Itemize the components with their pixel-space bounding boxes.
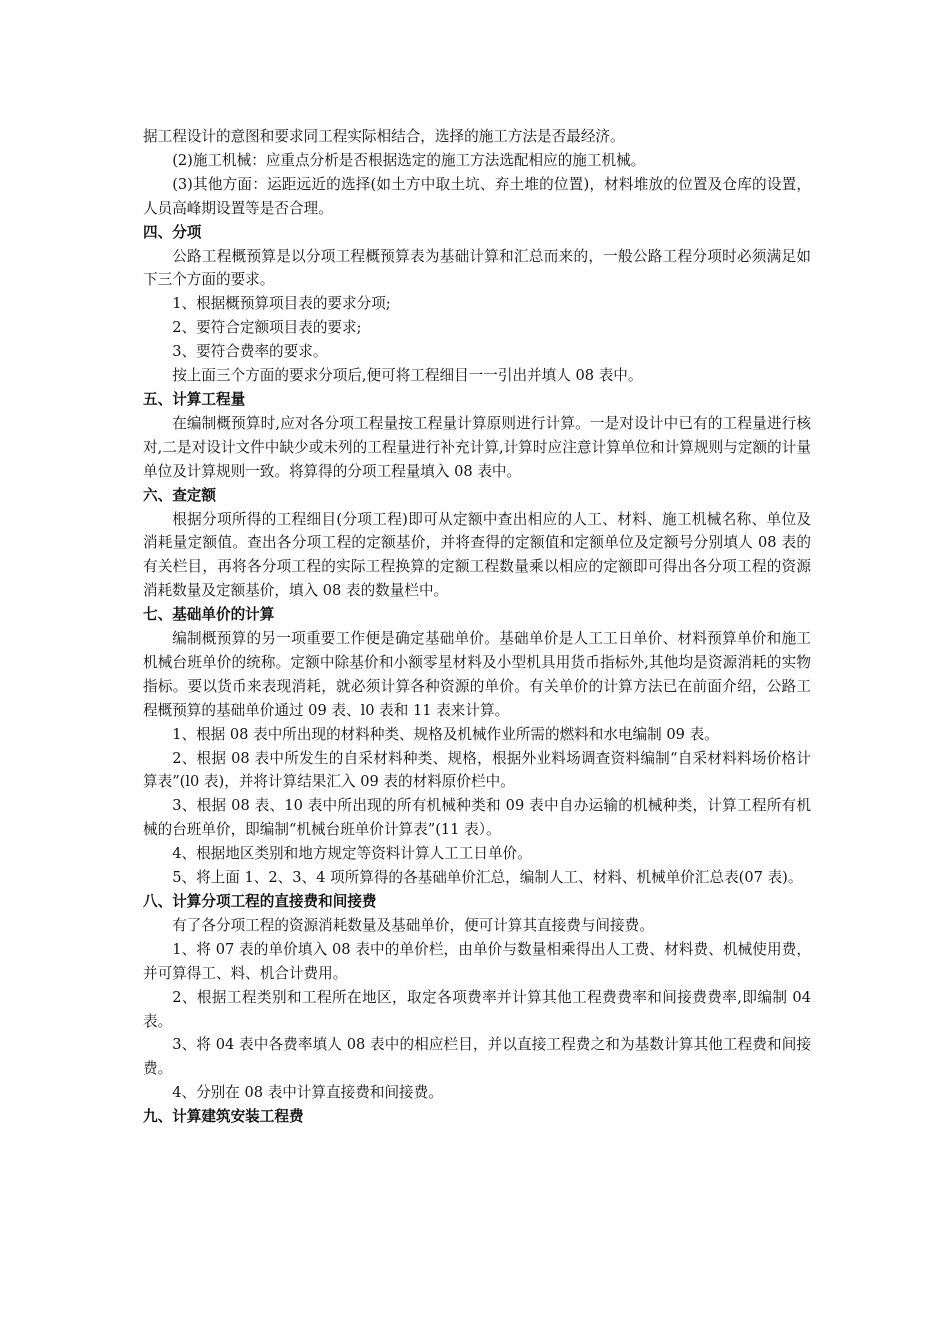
list-item: 3、根据 08 表、10 表中所出现的所有机械种类和 09 表中自办运输的机械种类，计算工程所有机械的台班单价，即编制“机械台班单价计算表”(11 表）。: [143, 797, 811, 839]
section-heading-8: 八、计算分项工程的直接费和间接费: [143, 893, 377, 910]
paragraph: 按上面三个方面的要求分项后,便可将工程细目一一引出并填人 08 表中。: [172, 367, 643, 385]
paragraph: 在编制概预算时,应对各分项工程量按工程量计算原则进行计算。一是对设计中已有的工程量进行核对,二是对设计文件中缺少或未列的工程量进行补充计算,计算时应注意计算单位和计算规则与定额的计量单位及计算规则一致。将算得的分项工程量填入 08 表中。: [143, 414, 811, 480]
paragraph: 公路工程概预算是以分项工程概预算表为基础计算和汇总而来的，一般公路工程分项时必须满足如下三个方面的要求。: [143, 247, 811, 289]
list-item: 1、根据 08 表中所出现的材料种类、规格及机械作业所需的燃料和水电编制 09 表。: [172, 725, 719, 743]
paragraph: 有了各分项工程的资源消耗数量及基础单价，便可计算其直接费与间接费。: [172, 916, 654, 934]
list-item: 4、根据地区类别和地方规定等资料计算人工工日单价。: [172, 845, 532, 863]
section-heading-5: 五、计算工程量: [143, 390, 246, 408]
section-heading-9: 九、计算建筑安装工程费: [143, 1108, 304, 1126]
list-item: 1、根据概预算项目表的要求分项;: [172, 295, 391, 313]
list-item: 3、将 04 表中各费率填人 08 表中的相应栏目，并以直接工程费之和为基数计算其他工程费和间接费。: [143, 1036, 811, 1078]
paragraph: 根据分项所得的工程细目(分项工程)即可从定额中查出相应的人工、材料、施工机械名称、单位及消耗量定额值。查出各分项工程的定额基价，并将查得的定额值和定额单位及定额号分别填人 08 表的有关栏目，再将各分项工程的实际工程换算的定额工程数量乘以相应的定额即可得出各分项工程的资源消耗数量及定额基价，填入 08 表的数量栏中。: [143, 510, 811, 600]
paragraph: 编制概预算的另一项重要工作便是确定基础单价。基础单价是人工工日单价、材料预算单价和施工机械台班单价的统称。定额中除基价和小额零星材料及小型机具用货币指标外,其他均是资源消耗的实物指标。要以货币来表现消耗，就必须计算各种资源的单价。有关单价的计算方法已在前面介绍，公路工程概预算的基础单价通过 09 表、l0 表和 11 表来计算。: [143, 630, 811, 719]
document-body: [143, 125, 811, 1129]
intro-paragraph: 据工程设计的意图和要求同工程实际相结合，选择的施工方法是否最经济。: [143, 128, 625, 145]
list-item: 4、分别在 08 表中计算直接费和间接费。: [172, 1084, 443, 1102]
list-item: 2、要符合定额项目表的要求;: [172, 319, 362, 337]
list-item: 2、根据 08 表中所发生的自采材料种类、规格，根据外业料场调查资料编制“自采材料料场价格计算表”(l0 表)，并将计算结果汇入 09 表的材料原价栏中。: [143, 749, 811, 791]
list-item: 3、要符合费率的要求。: [172, 343, 328, 361]
intro-paragraph: (2)施工机械：应重点分析是否根据选定的施工方法选配相应的施工机械。: [172, 151, 646, 169]
section-heading-7: 七、基础单价的计算: [143, 606, 275, 624]
section-heading-6: 六、查定额: [143, 486, 216, 504]
intro-paragraph: (3)其他方面：运距远近的选择(如土方中取土坑、弃土堆的位置)，材料堆放的位置及仓库的设置，人员高峰期设置等是否合理。: [143, 175, 811, 217]
list-item: 5、将上面 1、2、3、4 项所算得的各基础单价汇总，编制人工、材料、机械单价汇总表(07 表)。: [172, 869, 803, 887]
list-item: 1、将 07 表的单价填入 08 表中的单价栏，由单价与数量相乘得出人工费、材料费、机械使用费，并可算得工、料、机合计费用。: [143, 940, 811, 982]
section-heading-4: 四、分项: [143, 223, 202, 241]
list-item: 2、根据工程类别和工程所在地区，取定各项费率并计算其他工程费费率和间接费费率,即编制 04 表。: [143, 988, 811, 1030]
